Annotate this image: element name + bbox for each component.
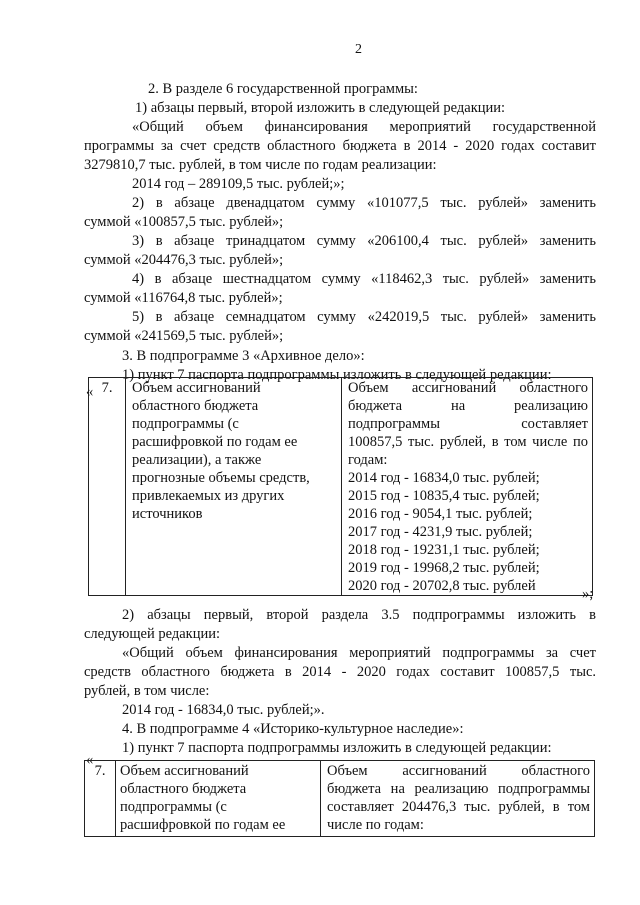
value-line: числе по годам: <box>327 817 424 833</box>
value-line: 2017 год - 4231,9 тыс. рублей; <box>348 524 533 540</box>
value-line: 100857,5 тыс. рублей, в том числе по <box>348 434 588 450</box>
section-4-open-quote: « <box>86 752 94 768</box>
value-line: подпрограммы составляет <box>348 416 588 432</box>
section-3-item-2-line-2: следующей редакции: <box>84 626 221 642</box>
label-line: реализации), а также <box>132 452 262 468</box>
value-line: 2019 год - 19968,2 тыс. рублей; <box>348 560 540 576</box>
section-3-close-quote: »; <box>582 586 594 602</box>
label-line: расшифровкой по годам ее <box>120 817 286 833</box>
section-2-quote-line-4: 2014 год – 289109,5 тыс. рублей;»; <box>132 176 345 192</box>
section-2-item-2-line-1: 2) в абзаце двенадцатом сумму «101077,5 тыс. рублей» заменить <box>132 195 596 211</box>
label-line: областного бюджета <box>132 398 259 414</box>
table-cell-label <box>116 761 321 837</box>
value-line: 2016 год - 9054,1 тыс. рублей; <box>348 506 533 522</box>
section-3-quote-line-4: 2014 год - 16834,0 тыс. рублей;». <box>122 702 325 718</box>
value-line: Объем ассигнований областного <box>348 380 588 396</box>
label-line: областного бюджета <box>120 781 247 797</box>
table-cell-label <box>126 378 342 596</box>
section-3-quote-line-2: средств областного бюджета в 2014 - 2020 годах составит 100857,5 тыс. <box>84 664 596 680</box>
section-3-heading: 3. В подпрограмме 3 «Архивное дело»: <box>122 348 365 364</box>
section-4-item-1: 1) пункт 7 паспорта подпрограммы изложить в следующей редакции: <box>122 740 552 756</box>
section-4-passport-table <box>84 760 595 837</box>
section-2-quote-line-1: «Общий объем финансирования мероприятий государственной <box>132 119 596 135</box>
section-4-heading: 4. В подпрограмме 4 «Историко-культурное наследие»: <box>122 721 464 737</box>
section-2-item-3-line-2: суммой «204476,3 тыс. рублей»; <box>84 252 284 268</box>
section-2-item-3-line-1: 3) в абзаце тринадцатом сумму «206100,4 тыс. рублей» заменить <box>132 233 596 249</box>
section-3-quote-line-1: «Общий объем финансирования мероприятий подпрограммы за счет <box>122 645 596 661</box>
section-2-item-5-line-1: 5) в абзаце семнадцатом сумму «242019,5 тыс. рублей» заменить <box>132 309 596 325</box>
section-2-heading: 2. В разделе 6 государственной программы: <box>148 81 418 97</box>
section-2-item-5-line-2: суммой «241569,5 тыс. рублей»; <box>84 328 284 344</box>
section-3-open-quote: « <box>86 384 94 400</box>
value-line: 2018 год - 19231,1 тыс. рублей; <box>348 542 540 558</box>
table-cell-number <box>89 378 126 596</box>
value-line: 2014 год - 16834,0 тыс. рублей; <box>348 470 540 486</box>
label-line: привлекаемых из других <box>132 488 285 504</box>
row-number: 7. <box>94 763 106 779</box>
row-number: 7. <box>101 380 113 396</box>
value-line: годам: <box>348 452 388 468</box>
section-3-item-1: 1) пункт 7 паспорта подпрограммы изложить в следующей редакции: <box>122 367 552 383</box>
section-2-item-2-line-2: суммой «100857,5 тыс. рублей»; <box>84 214 284 230</box>
section-3-quote-line-3: рублей, в том числе: <box>84 683 210 699</box>
value-line: бюджета на реализацию подпрограммы <box>327 781 590 797</box>
table-row <box>89 378 593 596</box>
value-line: Объем ассигнований областного <box>327 763 590 779</box>
table-row <box>85 761 595 837</box>
label-line: подпрограммы (с <box>120 799 227 815</box>
value-line: составляет 204476,3 тыс. рублей, в том <box>327 799 590 815</box>
label-line: расшифровкой по годам ее <box>132 434 298 450</box>
section-2-item-4-line-1: 4) в абзаце шестнадцатом сумму «118462,3 тыс. рублей» заменить <box>132 271 596 287</box>
section-3-passport-table <box>88 377 593 596</box>
label-line: источников <box>132 506 203 522</box>
section-3-item-2-line-1: 2) абзацы первый, второй раздела 3.5 подпрограммы изложить в <box>122 607 596 623</box>
section-2-quote-line-2: программы за счет средств областного бюджета в 2014 - 2020 годах составит <box>84 138 596 154</box>
label-line: подпрограммы (с <box>132 416 239 432</box>
value-line: бюджета на реализацию <box>348 398 588 414</box>
table-cell-value <box>321 761 595 837</box>
table-cell-value <box>342 378 593 596</box>
section-2-quote-line-3: 3279810,7 тыс. рублей, в том числе по годам реализации: <box>84 157 437 173</box>
section-2-item-1: 1) абзацы первый, второй изложить в следующей редакции: <box>135 100 506 116</box>
label-line: прогнозные объемы средств, <box>132 470 310 486</box>
value-line: 2015 год - 10835,4 тыс. рублей; <box>348 488 540 504</box>
label-line: Объем ассигнований <box>132 380 261 396</box>
value-line: 2020 год - 20702,8 тыс. рублей <box>348 578 536 594</box>
section-2-item-4-line-2: суммой «116764,8 тыс. рублей»; <box>84 290 283 306</box>
page-number: 2 <box>355 42 362 57</box>
label-line: Объем ассигнований <box>120 763 249 779</box>
table-cell-number <box>85 761 116 837</box>
